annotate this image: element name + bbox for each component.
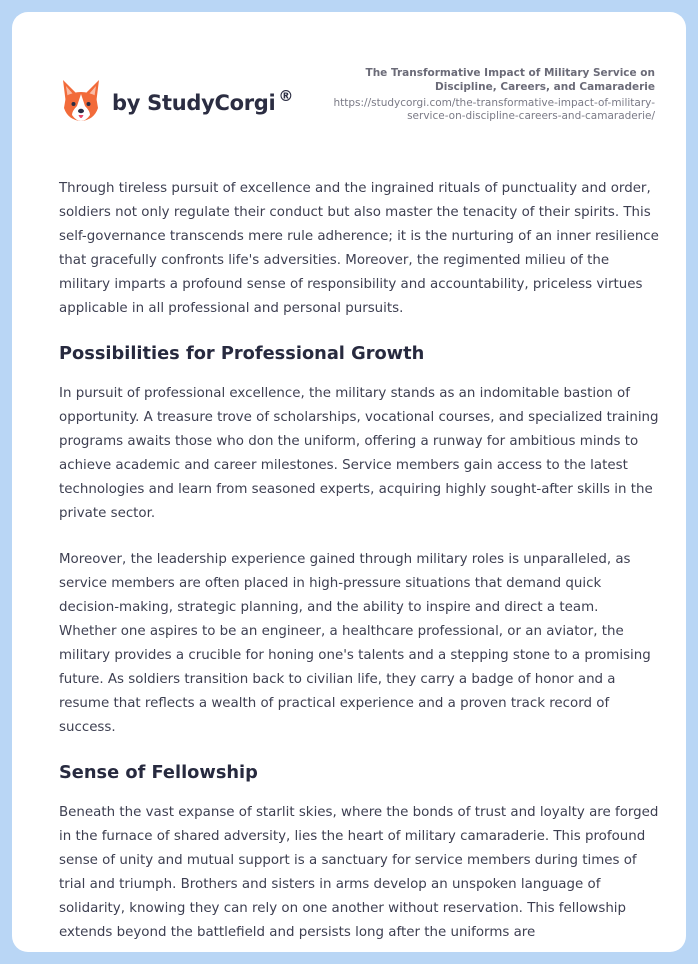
section-heading-fellowship: Sense of Fellowship: [59, 762, 258, 783]
paragraph-fellowship-1: Beneath the vast expanse of starlit skies, where the bonds of trust and loyalty are forged in the furnace of shared adversity, lies the heart of military camaraderie. This profound sense of unity and mutual support is a sanctuary for service members during times of trial and triumph. Brothers and sisters in arms develop an unspoken language of solidarity, knowing they can rely on one another without reservation. This fellowship extends beyond the battlefield and persists long after the uniforms are: [59, 805, 659, 940]
section-heading-professional-growth: Possibilities for Professional Growth: [59, 343, 425, 364]
paragraph-professional-growth-1: In pursuit of professional excellence, the military stands as an indomitable bastion of opportunity. A treasure trove of scholarships, vocational courses, and specialized training programs awaits those who don the uniform, offering a runway for ambitious minds to achieve academic and career milestones. Service members gain access to the latest technologies and learn from seasoned experts, acquiring highly sought-after skills in the private sector.: [59, 386, 659, 521]
document-content: [59, 177, 659, 952]
document-header: [12, 12, 686, 152]
intro-paragraph: Through tireless pursuit of excellence and the ingrained rituals of punctuality and order, soldiers not only regulate their conduct but also master the tenacity of their spirits. This self-governance transcends mere rule adherence; it is the nurturing of an inner resilience that gracefully confronts life's adversities. Moreover, the regimented milieu of the military imparts a profound sense of responsibility and accountability, priceless virtues applicable in all professional and personal pursuits.: [59, 181, 659, 316]
studycorgi-logo[interactable]: [60, 76, 310, 126]
logo-wordmark: [112, 87, 294, 115]
corgi-logo-icon: [60, 78, 102, 124]
document-page: [12, 12, 686, 952]
document-title: The Transformative Impact of Military Service on Discipline, Careers, and Camaraderie: [365, 67, 655, 93]
document-meta: [325, 66, 655, 123]
logo-text: by StudyCorgi: [112, 91, 276, 115]
paragraph-professional-growth-2: Moreover, the leadership experience gained through military roles is unparalleled, as service members are often placed in high-pressure situations that demand quick decision-making, strategic planning, and the ability to inspire and direct a team. Whether one aspires to be an engineer, a healthcare professional, or an aviator, the military provides a crucible for honing one's talents and a stepping stone to a promising future. As soldiers transition back to civilian life, they carry a badge of honor and a resume that reflects a wealth of practical experience and a proven track record of success.: [59, 552, 651, 735]
document-url[interactable]: https://studycorgi.com/the-transformative-impact-of-military-service-on-discipline-careers-and-camaraderie/: [333, 97, 655, 122]
registered-mark: ®: [278, 87, 294, 105]
